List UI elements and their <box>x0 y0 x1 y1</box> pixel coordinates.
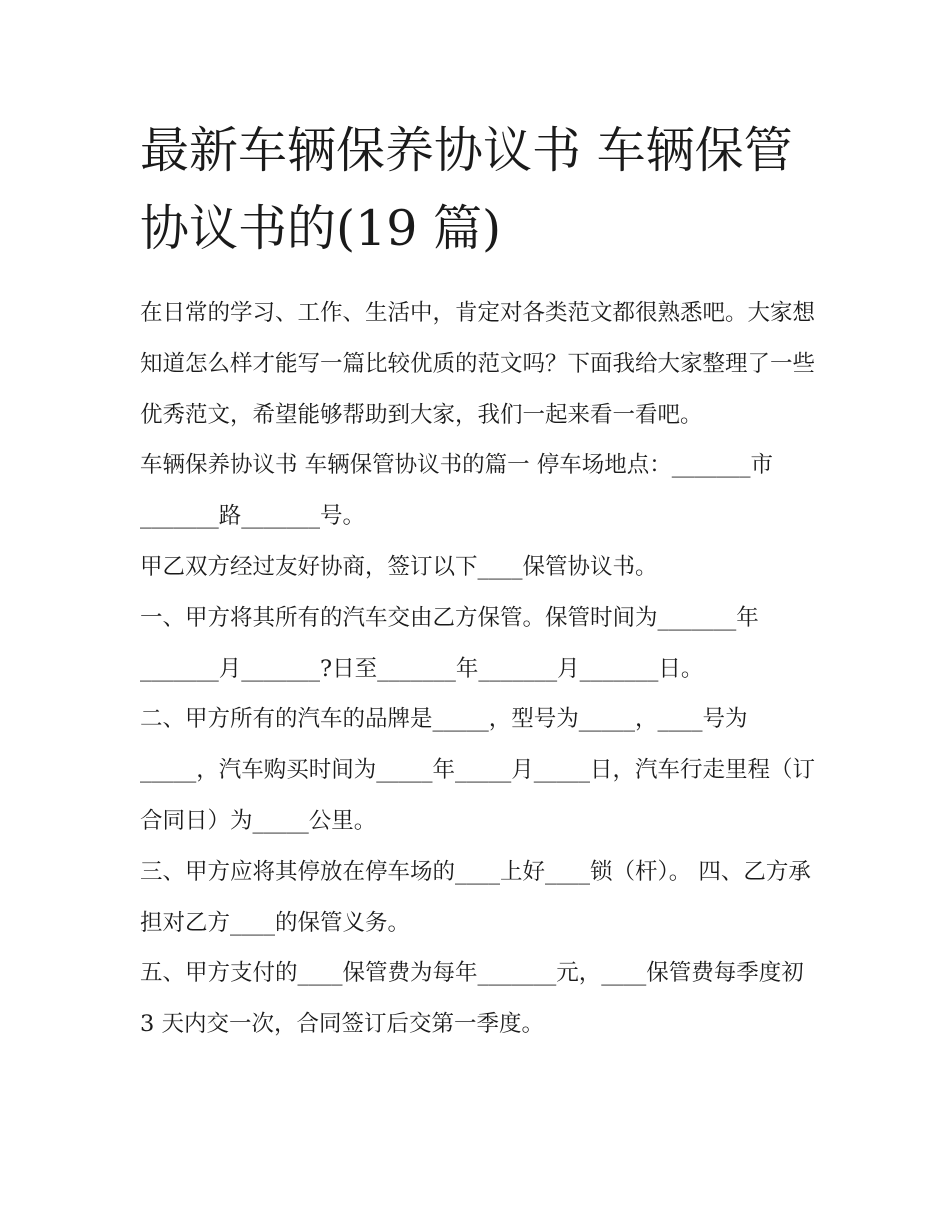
paragraph-clause-5: 五、甲方支付的____保管费为每年_______元，____保管费每季度初 3 天内交一次，合同签订后交第一季度。 <box>140 960 811 1038</box>
document-page <box>140 112 820 1050</box>
paragraph-clause-2: 二、甲方所有的汽车的品牌是_____，型号为_____，____号为_____，汽车购买时间为_____年_____月_____日，汽车行走里程（订合同日）为_____公里。 <box>140 706 816 834</box>
paragraph-location: 车辆保养协议书 车辆保管协议书的篇一 停车场地点：_______市_______路_______号。 <box>140 452 774 530</box>
paragraph-agreement: 甲乙双方经过友好协商，签订以下____保管协议书。 <box>140 553 658 580</box>
document-body <box>140 288 820 1050</box>
paragraph-clause-1: 一、甲方将其所有的汽车交由乙方保管。保管时间为_______年_______月_______?日至_______年_______月_______日。 <box>140 604 759 682</box>
title-line-1: 最新车辆保养协议书 车辆保管 <box>140 122 793 179</box>
document-title <box>140 112 820 268</box>
paragraph-intro: 在日常的学习、工作、生活中，肯定对各类范文都很熟悉吧。大家想知道怎么样才能写一篇比较优质的范文吗？下面我给大家整理了一些优秀范文，希望能够帮助到大家，我们一起来看一看吧。 <box>140 300 816 428</box>
title-line-2: 协议书的(19 篇) <box>140 200 502 257</box>
paragraph-clause-3-4: 三、甲方应将其停放在停车场的____上好____锁（杆）。 四、乙方承担对乙方____的保管义务。 <box>140 858 811 936</box>
